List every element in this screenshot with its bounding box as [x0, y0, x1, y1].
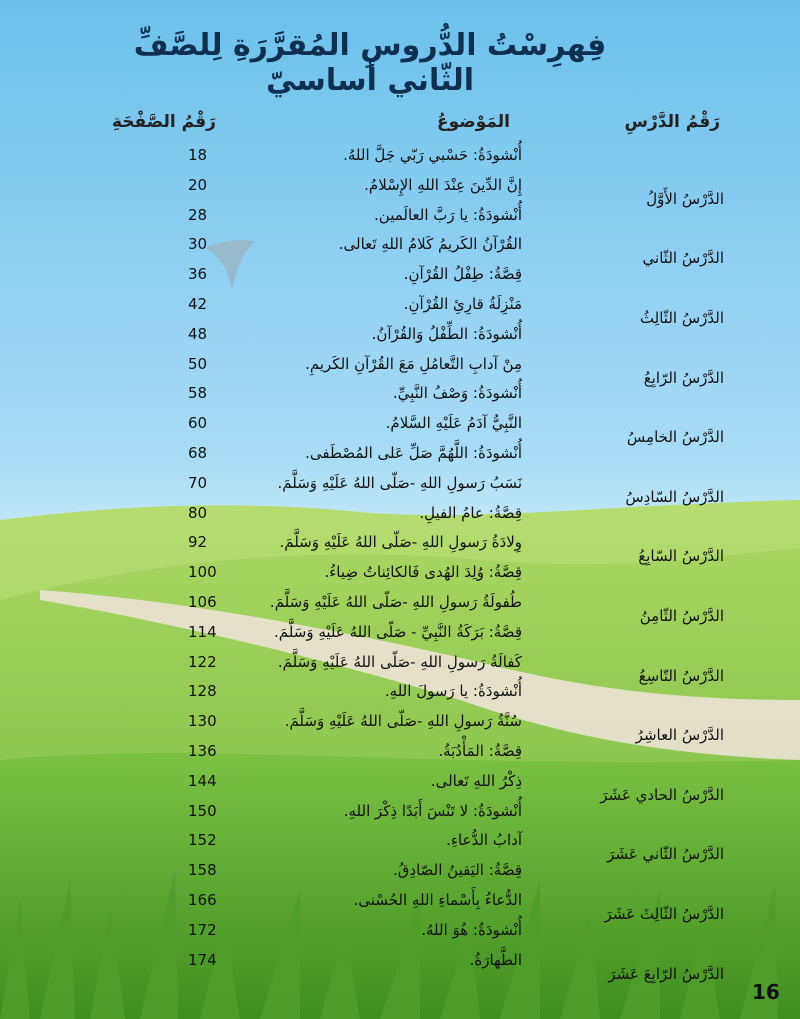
page-number: 158 — [188, 861, 217, 880]
page-number: 130 — [188, 712, 217, 731]
lesson-label: الدَّرْسُ العاشِرُ — [635, 726, 724, 745]
lesson-label: الدَّرْسُ التّاسِعُ — [638, 666, 724, 685]
page-number: 20 — [188, 175, 208, 194]
page-number: 92 — [188, 533, 208, 552]
table-row — [0, 529, 800, 566]
topic-text: إِنَّ الدِّينَ عِنْدَ اللهِ الإِسْلامُ. — [364, 175, 522, 194]
table-row — [0, 321, 800, 351]
page-number: 100 — [188, 563, 217, 582]
table-row — [0, 410, 800, 447]
header-lesson-number: رَقْمُ الدَّرْسِ — [624, 112, 720, 132]
page-number: 18 — [188, 146, 208, 164]
page-number: 60 — [188, 414, 208, 433]
page-number: 172 — [188, 920, 217, 939]
topic-text: أُنْشودَةُ: لا تَنْسَ أَبَدًا ذِكْرَ اللهِ. — [343, 801, 522, 820]
table-row — [0, 857, 800, 887]
page-number: 50 — [188, 354, 208, 373]
page-number: 152 — [188, 831, 217, 850]
table-row — [0, 351, 800, 387]
page-number: 122 — [188, 652, 217, 671]
table-row — [0, 768, 800, 804]
table-row — [0, 172, 800, 208]
table-row — [0, 798, 800, 828]
topic-text: ذِكْرُ اللهِ تَعالى. — [430, 771, 522, 790]
table-row — [0, 500, 800, 530]
header-page-number: رَقْمُ الصَّفْحَةِ — [112, 112, 216, 132]
page-number: 58 — [188, 384, 208, 403]
page-number: 106 — [188, 592, 217, 611]
table-row — [0, 231, 800, 268]
table-row — [0, 202, 800, 232]
table-row — [0, 380, 800, 410]
table-row — [0, 440, 800, 470]
topic-text: نَسَبُ رَسولِ اللهِ -صَلّى اللهُ عَلَيْهِ وَسَلَّمَ. — [277, 473, 522, 492]
lesson-label: الدَّرْسُ الرّابِعُ — [643, 368, 724, 387]
page-number: 174 — [188, 950, 217, 969]
topic-text: آدابُ الدُّعاءِ. — [446, 831, 522, 850]
page-number-footer: 16 — [752, 980, 780, 1004]
topic-text: أُنْشودَةُ: وَصْفُ النَّبِيِّ. — [392, 384, 522, 403]
table-row — [0, 947, 800, 983]
topic-text: سُنَّةُ رَسولِ اللهِ -صَلّى اللهُ عَلَيْهِ وَسَلَّمَ. — [284, 712, 522, 731]
page-title: فِهرِسْتُ الدُّروسِ المُقرَّرَةِ لِلصَّفِّ الثّاني أساسيّ — [133, 28, 607, 98]
topic-text: أُنْشودَةُ: يا رَسولَ اللهِ. — [384, 682, 522, 701]
page-number: 114 — [188, 622, 217, 641]
topic-text: أُنْشودَةُ: حَسْبي رَبّي جَلَّ اللهُ. — [343, 146, 522, 164]
header-topic: المَوْضوعُ — [437, 112, 510, 132]
topic-text: قِصَّةُ: عامُ الفيلِ. — [419, 503, 522, 522]
topic-text: مِنْ آدابِ التَّعامُلِ مَعَ القُرْآنِ الكَريمِ. — [305, 354, 522, 373]
page-number: 128 — [188, 682, 217, 701]
table-row — [0, 827, 800, 864]
page-number: 136 — [188, 741, 217, 760]
lesson-label: الدَّرْسُ الثّالِثَ عَشَرَ — [604, 904, 724, 923]
page-number: 30 — [188, 235, 208, 254]
table-row — [0, 142, 800, 172]
lesson-label: الدَّرْسُ الثّامِنُ — [639, 606, 724, 625]
page-number: 42 — [188, 294, 208, 313]
topic-text: قِصَّةُ: وُلِدَ الهُدى فَالكائِناتُ ضِياءُ. — [324, 563, 522, 582]
lesson-label: الدَّرْسُ الخامِسُ — [626, 428, 724, 447]
page-number: 144 — [188, 771, 217, 790]
page-number: 80 — [188, 503, 208, 522]
lesson-label: الدَّرْسُ السّادِسُ — [625, 487, 724, 506]
topic-text: مَنْزِلَةُ قارِئِ القُرْآنِ. — [403, 294, 522, 313]
table-row — [0, 887, 800, 923]
topic-text: كَفالَةُ رَسولِ اللهِ -صَلّى اللهُ عَلَيْهِ وَسَلَّمَ. — [277, 652, 522, 671]
page-number: 36 — [188, 265, 208, 284]
topic-text: النَّبِيُّ آدَمُ عَلَيْهِ السَّلامُ. — [385, 414, 522, 433]
topic-text: أُنْشودَةُ: اللَّهُمَّ صَلِّ عَلى المُصْطَفى. — [305, 443, 522, 462]
page-number: 68 — [188, 443, 208, 462]
lesson-label: الدَّرْسُ الحادي عَشَرَ — [600, 785, 724, 804]
toc-table — [0, 142, 800, 983]
lesson-label: الدَّرْسُ السّابِعُ — [638, 547, 724, 566]
topic-text: أُنْشودَةُ: هُوَ اللهُ. — [421, 920, 522, 939]
page-number: 166 — [188, 890, 217, 909]
topic-text: أُنْشودَةُ: يا رَبَّ العالَمين. — [374, 205, 522, 224]
table-row — [0, 261, 800, 291]
table-row — [0, 559, 800, 589]
topic-text: الدُّعاءُ بِأَسْماءِ اللهِ الحُسْنى. — [353, 890, 522, 909]
lesson-label: الدَّرْسُ الثّالِثُ — [639, 308, 724, 327]
lesson-label: الدَّرْسُ الثّاني عَشَرَ — [607, 845, 724, 864]
topic-text: القُرْآنُ الكَريمُ كَلامُ اللهِ تَعالى. — [338, 235, 522, 254]
table-row — [0, 708, 800, 745]
page-number: 70 — [188, 473, 208, 492]
topic-text: قِصَّةُ: طِفْلُ القُرْآنِ. — [403, 265, 522, 284]
table-row — [0, 291, 800, 327]
topic-text: الطَّهارَةُ. — [469, 950, 522, 969]
lesson-label: الدَّرْسُ الثّاني — [642, 249, 724, 268]
page-number: 28 — [188, 205, 208, 224]
page-number: 48 — [188, 324, 208, 343]
table-row — [0, 649, 800, 685]
table-row — [0, 589, 800, 625]
lesson-label: الدَّرْسُ الرّابِعَ عَشَرَ — [608, 964, 724, 983]
table-row — [0, 917, 800, 947]
table-row — [0, 678, 800, 708]
table-row — [0, 619, 800, 649]
topic-text: قِصَّةُ: المَأْدُبَةُ. — [438, 741, 522, 760]
page-number: 150 — [188, 801, 217, 820]
topic-text: طُفولَةُ رَسولِ اللهِ -صَلّى اللهُ عَلَيْهِ وَسَلَّمَ. — [269, 592, 522, 611]
table-row — [0, 738, 800, 768]
topic-text: وِلادَةُ رَسولِ اللهِ -صَلّى اللهُ عَلَيْهِ وَسَلَّمَ. — [279, 533, 522, 552]
topic-text: أُنْشودَةُ: الطِّفْلُ وَالقُرْآنُ. — [371, 324, 522, 343]
lesson-label: الدَّرْسُ الأَوَّلُ — [646, 189, 724, 208]
topic-text: قِصَّةُ: اليَقينُ الصّادِقُ. — [392, 861, 522, 880]
table-row — [0, 470, 800, 506]
topic-text: قِصَّةُ: بَرَكَةُ النَّبِيِّ - صَلّى اللهُ عَلَيْهِ وَسَلَّمَ. — [274, 622, 522, 641]
